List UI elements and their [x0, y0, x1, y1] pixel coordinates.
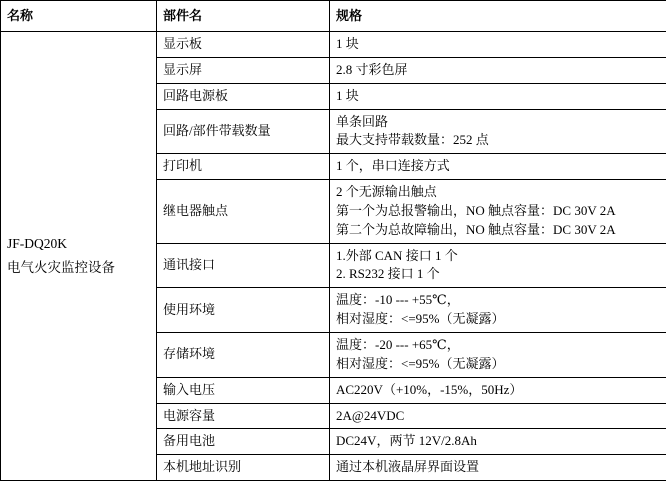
part-name-cell: 输入电压	[157, 377, 330, 403]
spec-line: DC24V，两节 12V/2.8Ah	[336, 432, 666, 451]
table-header	[1, 1, 666, 32]
part-name-cell: 显示板	[157, 32, 330, 58]
column-header-part: 部件名	[157, 1, 330, 32]
spec-line: 相对湿度：<=95%（无凝露）	[336, 310, 666, 329]
spec-cell	[330, 83, 666, 109]
device-model: JF-DQ20K	[7, 234, 150, 254]
spec-line: AC220V（+10%，-15%，50Hz）	[336, 381, 666, 400]
part-name-cell: 打印机	[157, 154, 330, 180]
part-name-cell: 回路/部件带载数量	[157, 109, 330, 154]
table-header-row	[1, 1, 666, 32]
column-header-spec: 规格	[330, 1, 666, 32]
spec-line: 温度：-10 --- +55℃，	[336, 291, 666, 310]
part-name-cell: 回路电源板	[157, 83, 330, 109]
part-name-cell: 通讯接口	[157, 243, 330, 288]
table-body	[1, 32, 666, 481]
spec-cell	[330, 32, 666, 58]
spec-cell	[330, 243, 666, 288]
spec-line: 通过本机液晶屏界面设置	[336, 458, 666, 477]
spec-line: 2A@24VDC	[336, 407, 666, 426]
spec-line: 温度：-20 --- +65℃，	[336, 336, 666, 355]
spec-line: 1 个，串口连接方式	[336, 157, 666, 176]
spec-cell	[330, 455, 666, 481]
part-name-cell: 备用电池	[157, 429, 330, 455]
device-description: 电气火灾监控设备	[7, 258, 150, 278]
spec-line: 第二个为总故障输出，NO 触点容量：DC 30V 2A	[336, 221, 666, 240]
spec-line: 2 个无源输出触点	[336, 183, 666, 202]
part-name-cell: 存储环境	[157, 332, 330, 377]
spec-line: 第一个为总报警输出，NO 触点容量：DC 30V 2A	[336, 202, 666, 221]
spec-line: 最大支持带载数量：252 点	[336, 131, 666, 150]
table-row	[1, 32, 666, 58]
part-name-cell: 电源容量	[157, 403, 330, 429]
spec-line: 1 块	[336, 35, 666, 54]
spec-line: 2.8 寸彩色屏	[336, 61, 666, 80]
spec-cell	[330, 429, 666, 455]
spec-line: 单条回路	[336, 113, 666, 132]
spec-cell	[330, 57, 666, 83]
part-name-cell: 使用环境	[157, 288, 330, 333]
spec-cell	[330, 377, 666, 403]
spec-line: 相对湿度：<=95%（无凝露）	[336, 355, 666, 374]
spec-line: 1 块	[336, 87, 666, 106]
spec-line: 2. RS232 接口 1 个	[336, 265, 666, 284]
spec-cell	[330, 403, 666, 429]
device-name-cell	[1, 32, 157, 481]
spec-cell	[330, 154, 666, 180]
part-name-cell: 本机地址识别	[157, 455, 330, 481]
spec-cell	[330, 109, 666, 154]
part-name-cell: 继电器触点	[157, 180, 330, 244]
column-header-name: 名称	[1, 1, 157, 32]
spec-cell	[330, 332, 666, 377]
spec-line: 1.外部 CAN 接口 1 个	[336, 247, 666, 266]
spec-cell	[330, 288, 666, 333]
part-name-cell: 显示屏	[157, 57, 330, 83]
spec-cell	[330, 180, 666, 244]
